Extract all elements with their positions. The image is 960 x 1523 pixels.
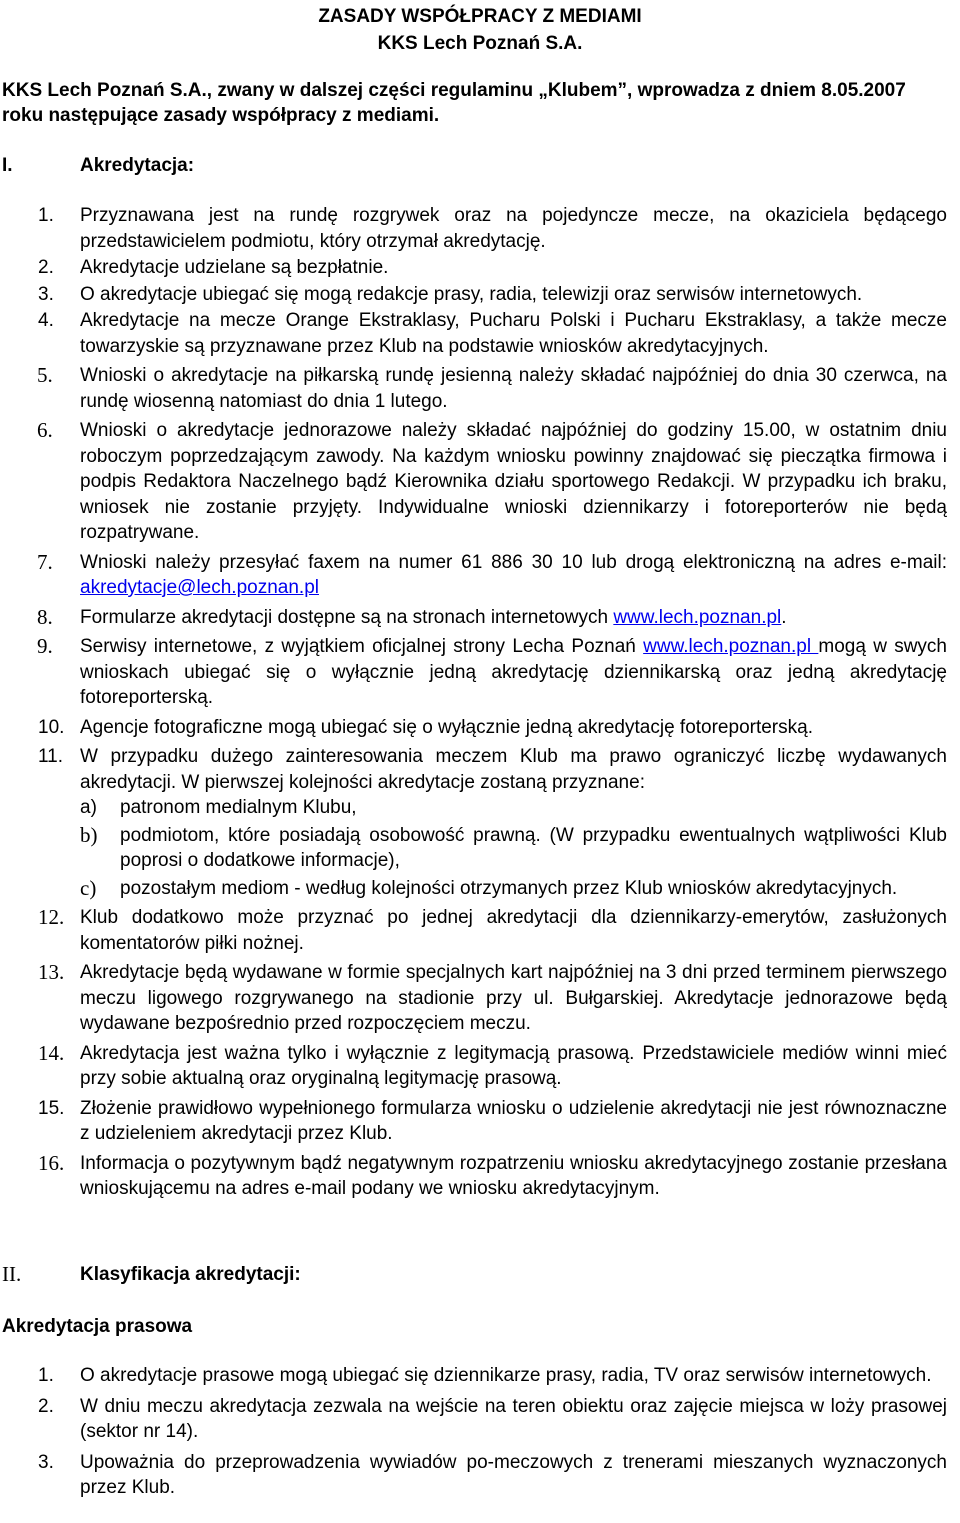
list-item (0, 282, 947, 308)
list-item-number: 13. (38, 960, 65, 984)
list-item (0, 1096, 947, 1147)
list-item-text: W przypadku dużego zainteresowania meczem Klub ma prawo ograniczyć liczbę wydawanych akredytacji. W pierwszej kolejności akredytacje zostaną przyznane: (80, 746, 947, 793)
list-item-text-after: mogą w swych wnioskach ubiegać się o wyłącznie jedną akredytację dziennikarską oraz jedną akredytację fotoreporterską. (80, 636, 947, 708)
list-item (0, 605, 947, 631)
list-item-number: 3. (38, 283, 54, 305)
list-item-text: Klub dodatkowo może przyznać po jednej akredytacji dla dziennikarzy-emerytów, zasłużonych komentatorów piłki nożnej. (80, 907, 947, 954)
sub-list-item-letter: c) (80, 875, 97, 900)
list-item (0, 715, 947, 741)
list-item-link[interactable]: www.lech.poznan.pl (613, 606, 782, 628)
subheading-press-accreditation: Akredytacja prasowa (2, 1316, 193, 1337)
list-item (0, 363, 947, 414)
list-item (0, 203, 947, 254)
list-item-number: 1. (38, 205, 54, 226)
list-item-text: O akredytacje prasowe mogą ubiegać się dziennikarze prasy, radia, TV oraz serwisów internetowych. (80, 1365, 932, 1386)
sub-list-item-text: podmiotom, które posiadają osobowość prawną. (W przypadku ewentualnych wątpliwości Klub poprosi o dodatkowe informacje), (120, 824, 947, 871)
list-item (0, 1041, 947, 1092)
list-item (0, 1363, 947, 1389)
list-item-text: Serwisy internetowe, z wyjątkiem oficjalnej strony Lecha Poznań (80, 636, 644, 657)
list-item-text: W dniu meczu akredytacja zezwala na wejście na teren obiektu oraz zajęcie miejsca w loży prasowej (sektor nr 14). (80, 1395, 947, 1442)
title-line-2: KKS Lech Poznań S.A. (377, 33, 583, 54)
list-item-link[interactable]: www.lech.poznan.pl (643, 636, 819, 657)
list-item-text: Przyznawana jest na rundę rozgrywek oraz na pojedyncze mecze, na okaziciela będącego przedstawicielem podmiotu, który otrzymał akredytację. (80, 205, 947, 252)
list-item (0, 1151, 947, 1202)
list-item-text: Agencje fotograficzne mogą ubiegać się o wyłącznie jedną akredytację fotoreporterską. (80, 716, 813, 738)
list-item-number: 6. (37, 418, 53, 442)
list-item-number: 4. (38, 310, 54, 331)
sub-list-item (80, 823, 947, 874)
list-item-text: Akredytacje na mecze Orange Ekstraklasy, Pucharu Polski i Pucharu Ekstraklasy, a także mecze towarzyskie są przyznawane przez Klub na podstawie wniosków akredytacyjnych. (80, 310, 947, 357)
list-item-text: Wnioski o akredytacje na piłkarską rundę jesienną należy składać najpóźniej do dnia 30 czerwca, na rundę wiosenną natomiast do dnia 1 lutego. (80, 365, 947, 412)
list-item-number: 11. (38, 746, 64, 767)
list-item (0, 255, 947, 281)
list-item-text: O akredytacje ubiegać się mogą redakcje prasy, radia, telewizji oraz serwisów internetowych. (80, 283, 863, 305)
list-item (0, 744, 947, 901)
list-item-number: 2. (38, 1395, 54, 1417)
section-1-number: I. (2, 155, 13, 176)
list-item-number: 12. (38, 905, 65, 929)
list-item-link[interactable]: akredytacje@lech.poznan.pl (80, 577, 319, 598)
list-item-text: Upoważnia do przeprowadzenia wywiadów po-meczowych z trenerami mieszanych wyznaczonych przez Klub. (80, 1451, 947, 1498)
list-item-number: 2. (38, 257, 54, 278)
title-line-1: ZASADY WSPÓŁPRACY Z MEDIAMI (318, 6, 642, 27)
list-item-number: 3. (38, 1451, 54, 1473)
list-item-number: 5. (37, 363, 53, 387)
section-2-label: Klasyfikacja akredytacji: (80, 1264, 301, 1285)
sub-list-item-letter: a) (80, 797, 97, 818)
list-item-number: 9. (37, 634, 53, 658)
list-item (0, 418, 947, 546)
list-item (0, 960, 947, 1037)
section-2-list (0, 1363, 960, 1501)
list-item-number: 1. (38, 1365, 54, 1386)
list-item-number: 15. (38, 1097, 65, 1119)
sub-list-item-text: patronom medialnym Klubu, (120, 797, 357, 818)
section-1-list (0, 203, 960, 1202)
list-item-number: 10. (38, 716, 65, 738)
list-item-text-after: . (781, 606, 787, 628)
list-item (0, 308, 947, 359)
document-title (0, 3, 960, 57)
sub-list-item-text: pozostałym mediom - według kolejności otrzymanych przez Klub wniosków akredytacyjnych. (120, 877, 898, 899)
list-item-text: Złożenie prawidłowo wypełnionego formularza wniosku o udzielenie akredytacji nie jest równoznaczne z udzieleniem akredytacji przez Klub. (80, 1097, 947, 1144)
list-item-number: 7. (37, 549, 53, 574)
list-item-text: Wnioski należy przesyłać faxem na numer 61 886 30 10 lub drogą elektroniczną na adres e-mail: (80, 551, 947, 573)
section-2-number: II. (2, 1262, 22, 1286)
list-item-text: Formularze akredytacji dostępne są na stronach internetowych (80, 606, 614, 628)
list-item-text: Akredytacje będą wydawane w formie specjalnych kart najpóźniej na 3 dni przed terminem pierwszego meczu ligowego rozgrywanego na stadionie przy ul. Bułgarskiej. Akredytacje jednorazowe będą wydawane bezpośrednio przed rozpoczęciem meczu. (80, 962, 947, 1034)
sub-list-item (80, 876, 947, 902)
sub-list-item-letter: b) (80, 822, 98, 847)
list-item (0, 550, 947, 601)
list-item-text: Wnioski o akredytacje jednorazowe należy składać najpóźniej do godziny 15.00, w ostatnim dniu roboczym poprzedzającym zawody. Na każdym wniosku powinny znajdować się pieczątka firmowa i podpis Redaktora Naczelnego bądź Kierownika działu sportowego Redakcji. W przypadku ich braku, wniosek nie zostanie przyjęty. Indywidualne wnioski dziennikarzy i fotoreporterów nie będą rozpatrywane. (80, 420, 947, 543)
list-item-text: Akredytacje udzielane są bezpłatnie. (80, 257, 389, 278)
list-item-text: Akredytacja jest ważna tylko i wyłącznie z legitymacją prasową. Przedstawiciele mediów winni mieć przy sobie aktualną oraz oryginalną legitymację prasową. (80, 1042, 947, 1089)
list-item (0, 634, 947, 711)
list-item-number: 16. (38, 1150, 65, 1175)
section-1-label: Akredytacja: (80, 155, 195, 176)
sub-list-item (80, 795, 947, 821)
list-item-number: 14. (38, 1040, 65, 1065)
intro-paragraph: KKS Lech Poznań S.A., zwany w dalszej części regulaminu „Klubem”, wprowadza z dniem 8.05.2007 roku następujące zasady współpracy z mediami. (2, 80, 906, 126)
list-item (0, 905, 947, 956)
list-item (0, 1450, 947, 1501)
list-item (0, 1394, 947, 1445)
list-item-text: Informacja o pozytywnym bądź negatywnym rozpatrzeniu wniosku akredytacyjnego zostanie przesłana wnioskującemu na adres e-mail podany we wniosku akredytacyjnym. (80, 1152, 947, 1199)
list-item-number: 8. (37, 604, 53, 629)
